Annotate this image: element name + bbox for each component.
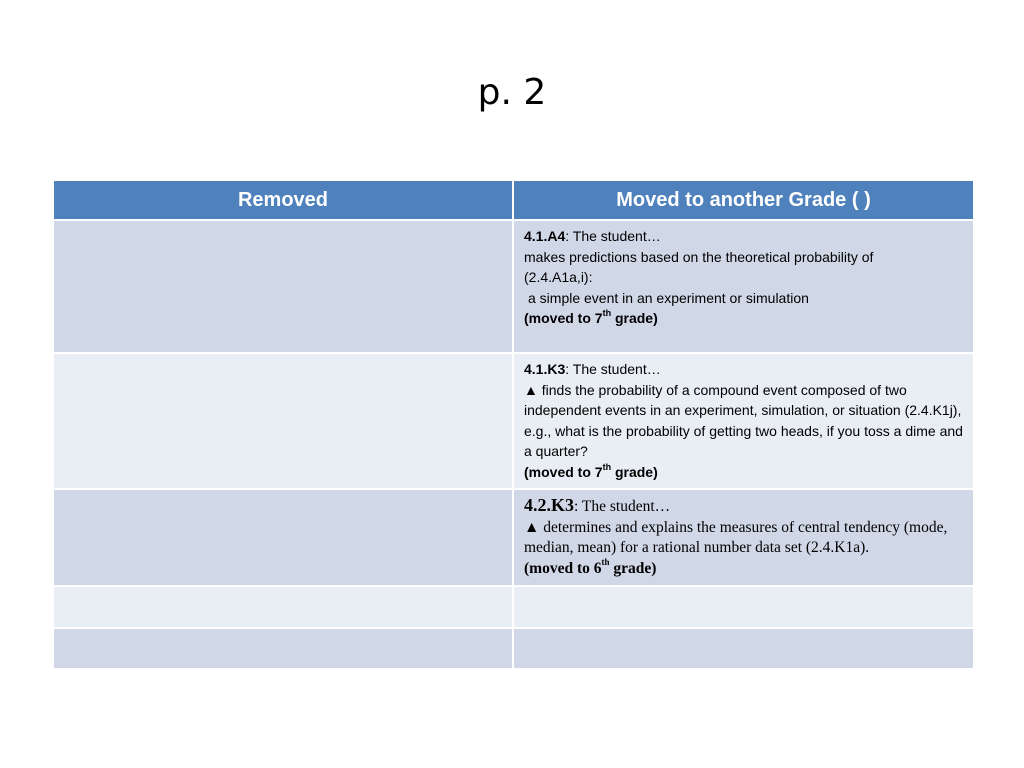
removed-cell [53,353,513,489]
standard-intro: : The student… [565,228,661,244]
standard-entry [514,490,973,585]
table-row [53,586,974,628]
moved-cell [513,353,974,489]
standards-table [52,179,975,670]
moved-cell [513,489,974,586]
table-row [53,220,974,353]
standard-code: 4.1.K3 [524,361,566,377]
standard-code: 4.1.A4 [524,228,566,244]
removed-cell [53,628,513,669]
standard-text: (2.4.A1a,i): [524,269,593,285]
table-row [53,353,974,489]
header-moved: Moved to another Grade ( ) [513,180,974,220]
standard-code: 4.2.K3 [524,495,575,515]
standard-entry [514,221,973,335]
table-row [53,628,974,669]
moved-note: (moved to 7th grade) [524,308,658,326]
header-removed: Removed [53,180,513,220]
moved-cell [513,220,974,353]
slide-title: p. 2 [477,72,547,113]
standard-entry [514,354,973,488]
standard-text: ▲ determines and explains the measures of central tendency (mode, median, mean) for a rational number data set (2.4.K1a). [524,518,948,556]
moved-note: (moved to 7th grade) [524,461,658,480]
standard-intro: : The student… [565,361,661,377]
moved-note: (moved to 6th grade) [524,557,657,577]
standard-text: ▲ finds the probability of a compound event composed of two independent events in an experiment, simulation, or situation (2.4.K1j), e.g., what is the probability of getting two heads, if you toss a dime and a quarter? [524,381,963,459]
removed-cell [53,586,513,628]
moved-cell [513,586,974,628]
table-row [53,489,974,586]
standard-text: makes predictions based on the theoretical probability of [524,248,874,265]
moved-cell [513,628,974,669]
standard-text: a simple event in an experiment or simulation [528,289,809,306]
standard-intro: : The student… [574,498,671,515]
table-header-row [53,180,974,220]
removed-cell [53,220,513,353]
removed-cell [53,489,513,586]
